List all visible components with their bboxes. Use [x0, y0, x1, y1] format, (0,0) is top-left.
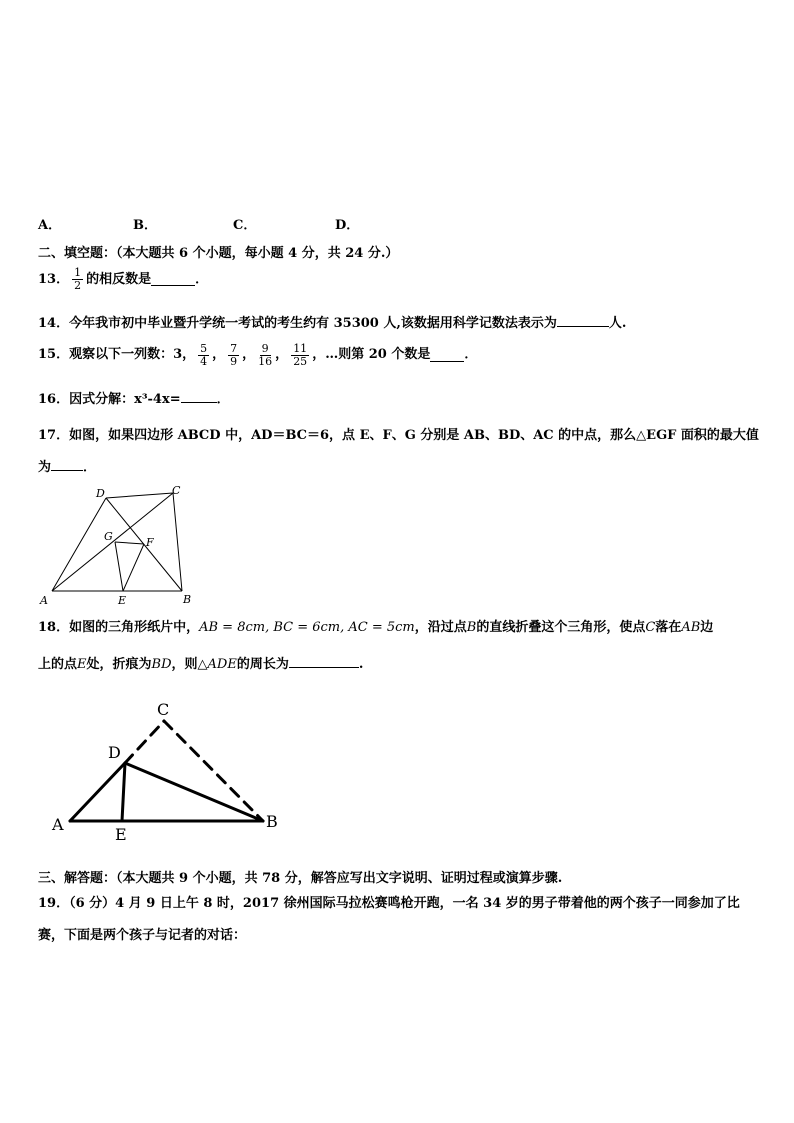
question-13	[38, 267, 208, 292]
fig17-label-e: E	[118, 594, 127, 607]
q18-l1e: 边	[700, 620, 714, 635]
section3-heading: 三、解答题：（本大题共 9 个小题，共 78 分，解答应写出文字说明、证明过程或演算步骤.	[38, 871, 563, 886]
q15-f3-den: 16	[258, 354, 273, 368]
fig18-label-d: D	[108, 743, 121, 762]
section2-heading: 二、填空题：（本大题共 6 个小题，每小题 4 分，共 24 分.）	[38, 246, 399, 261]
q15-lead: 15．观察以下一列数：3，	[38, 347, 196, 362]
option-b: B．	[133, 218, 157, 233]
q13-frac-num: 1	[74, 266, 82, 279]
q15-fraction-3	[258, 343, 272, 368]
q18-point-c: C	[645, 620, 656, 635]
q18-blank[interactable]	[289, 655, 359, 668]
q17-line2-text: 为	[38, 460, 52, 475]
q14-text: 14．今年我市初中毕业暨升学统一考试的考生约有 35300 人,该数据用科学记数法表示为	[38, 316, 557, 331]
fig18-label-e: E	[115, 825, 127, 844]
figure-18	[46, 698, 296, 846]
fig18-label-b: B	[266, 812, 278, 831]
q18-l1b: ，沿过点	[414, 620, 467, 635]
fig17-label-c: C	[172, 484, 181, 497]
q15-blank[interactable]	[430, 349, 464, 362]
q15-f4-den: 25	[293, 354, 308, 368]
q15-end: ．	[464, 347, 478, 362]
fig17-label-a: A	[40, 594, 48, 607]
q15-f2-den: 9	[230, 354, 238, 368]
q15-fraction-1	[198, 343, 209, 368]
q15-tail: ，…则第 20 个数是	[312, 347, 431, 362]
fig18-label-c: C	[157, 700, 170, 719]
q17-blank[interactable]	[51, 458, 83, 471]
question-18-line1	[38, 620, 713, 636]
q14-blank[interactable]	[557, 314, 609, 327]
q13-number: 13．	[38, 271, 70, 287]
q18-l1d: 落在	[655, 620, 682, 635]
question-19-line1: 19．（6 分）4 月 9 日上午 8 时，2017 徐州国际马拉松赛鸣枪开跑，一名 34 岁的男子带着他的两个孩子一同参加了比	[38, 896, 740, 911]
question-14	[38, 314, 626, 332]
q18-side-ab: AB	[681, 620, 701, 635]
q13-text: 的相反数是	[86, 271, 152, 287]
question-18-line2	[38, 655, 363, 673]
fig17-label-b: B	[183, 593, 192, 606]
q18-point-e: E	[77, 657, 87, 672]
q16-end: ．	[216, 392, 230, 407]
q15-f4-num: 11	[293, 341, 308, 355]
q18-triangle-ade: △ADE	[197, 657, 237, 672]
question-17-line2	[38, 458, 96, 476]
q13-frac-den: 2	[74, 279, 82, 292]
fig18-label-a: A	[52, 815, 64, 834]
q18-l2a: 上的点	[38, 657, 78, 672]
question-15: 15．观察以下一列数：3， $\frac{5}{4}$ ， $\frac{7}{9}$ ， $\frac{9}{16}$ ， $\frac{11}{25}$ ，…则第 20 个数是 ．	[38, 341, 478, 368]
q18-crease-bd: BD	[151, 657, 172, 672]
fig17-label-d: D	[96, 487, 105, 500]
q15-f2-num: 7	[230, 341, 238, 355]
option-a: A．	[38, 218, 62, 233]
q17-end: ．	[83, 460, 97, 475]
q15-fraction-2	[228, 343, 239, 368]
q18-end: .	[358, 657, 364, 672]
q18-l2d: 的周长为	[236, 657, 289, 672]
q13-fraction	[72, 267, 83, 292]
q15-f1-den: 4	[200, 354, 208, 368]
fig17-label-g: G	[104, 530, 113, 543]
q13-end: ．	[195, 271, 209, 287]
q16-blank[interactable]	[181, 390, 217, 403]
q18-l2c: ，则	[171, 657, 198, 672]
question-19-line2: 赛，下面是两个孩子与记者的对话：	[38, 928, 247, 943]
q15-f3-num: 9	[261, 341, 269, 355]
figure-17	[36, 482, 206, 608]
q16-text: 16．因式分解：x³-4x=	[38, 392, 181, 407]
q18-measures: AB = 8cm, BC = 6cm, AC = 5cm	[199, 620, 415, 635]
q13-blank[interactable]	[151, 273, 195, 286]
option-c: C．	[233, 218, 257, 233]
q18-l1c: 的直线折叠这个三角形，使点	[476, 620, 646, 635]
q18-l2b: 处，折痕为	[86, 657, 152, 672]
fig17-label-f: F	[146, 536, 154, 549]
q14-end: 人.	[608, 316, 627, 331]
q18-l1a: 18．如图的三角形纸片中，	[38, 620, 200, 635]
question-17-line1: 17．如图，如果四边形 ABCD 中，AD＝BC＝6，点 E、F、G 分别是 AB、BD、AC 的中点，那么△EGF 面积的最大值	[38, 428, 759, 443]
q18-point-b: B	[466, 620, 477, 635]
option-d: D．	[335, 218, 360, 233]
question-16	[38, 390, 230, 408]
q15-fraction-4	[291, 343, 309, 368]
q15-f1-num: 5	[200, 341, 208, 355]
